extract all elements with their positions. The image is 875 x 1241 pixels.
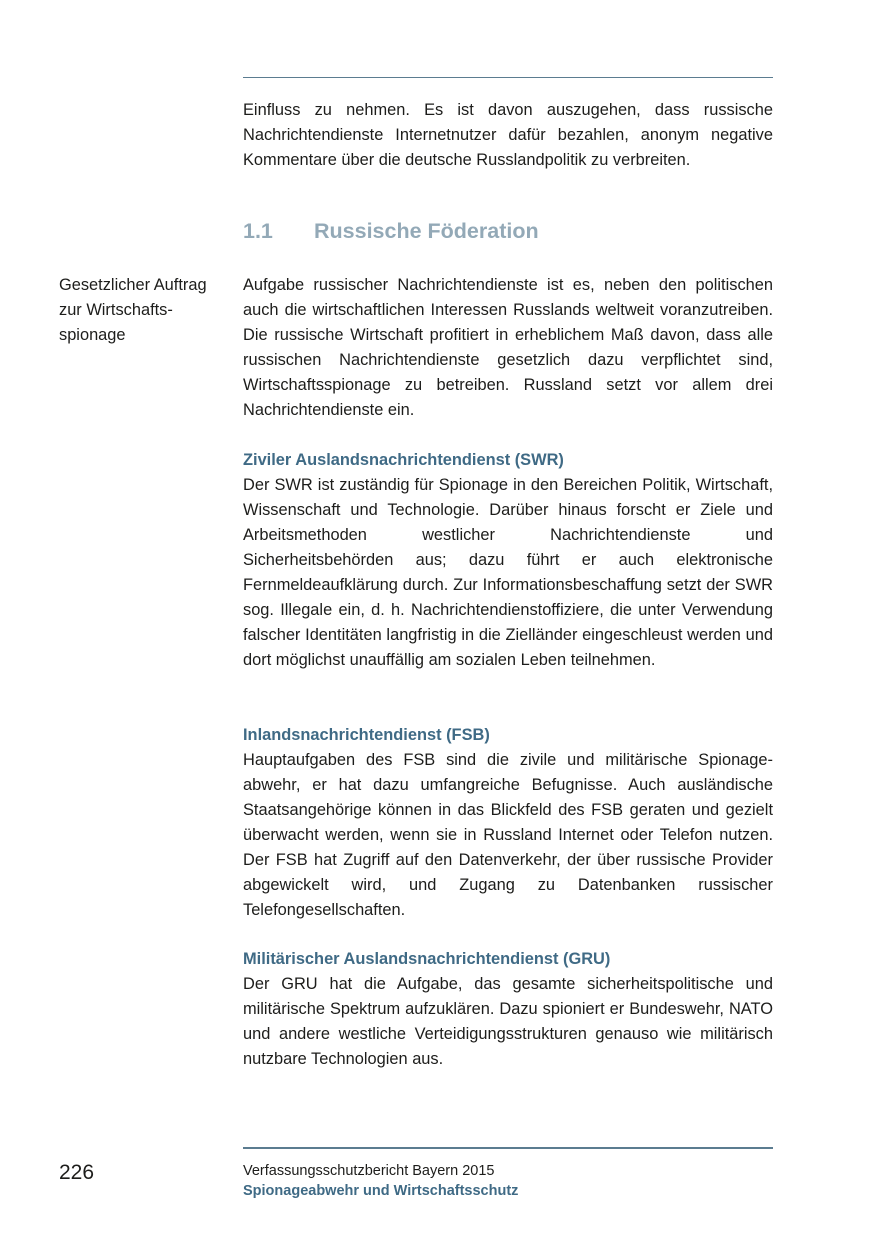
footer-rule <box>243 1147 773 1149</box>
fsb-block <box>243 723 773 923</box>
header-rule <box>243 77 773 78</box>
fsb-paragraph: Hauptaufgaben des FSB sind die zivile und militärische Spionageabwehr, er hat dazu umfangreiche Befugnisse. Auch ausländische Staatsangehörige können in das Blickfeld des FSB geraten und gezielt überwacht werden, wenn sie in Russland Internet oder Telefon nutzen. Der FSB hat Zugriff auf den Datenverkehr, der über russische Provider abgewickelt wird, und Zugang zu Datenbanken russischer Telefongesellschaften. <box>243 751 773 919</box>
swr-heading: Ziviler Auslandsnachrichtendienst (SWR) <box>243 451 564 469</box>
fsb-heading: Inlandsnachrichtendienst (FSB) <box>243 726 490 744</box>
section-title: Russische Föderation <box>314 219 539 243</box>
swr-paragraph: Der SWR ist zuständig für Spionage in den Bereichen Politik, Wirtschaft, Wissenschaft und Technologie. Darüber hinaus forscht er Ziele und Arbeitsmethoden westlicher Nachrichtendienste und Sicherheitsbehörden aus; dazu führt er auch elektronische Fernmeldeaufklärung durch. Zur Informationsbeschaffung setzt der SWR sog. Illegale ein, d. h. Nachrichtendienstoffiziere, die unter Verwendung falscher Identitäten langfristig in die Zielländer eingeschleust werden und dort möglichst unauffällig am sozialen Leben teilnehmen. <box>243 476 773 669</box>
swr-block <box>243 448 773 673</box>
page-number: 226 <box>59 1161 95 1184</box>
section-number: 1.1 <box>243 219 273 243</box>
gru-block <box>243 947 773 1072</box>
intro-block <box>243 98 773 173</box>
footer <box>243 1161 518 1201</box>
footer-chapter: Spionageabwehr und Wirtschaftsschutz <box>243 1183 519 1199</box>
intro-paragraph: Einfluss zu nehmen. Es ist davon auszugehen, dass russische Nachrichtendienste Internetnutzer dafür bezahlen, anonym negative Kommentare über die deutsche Russlandpolitik zu verbreiten. <box>243 101 773 169</box>
paragraph-block <box>243 273 773 423</box>
gru-paragraph: Der GRU hat die Aufgabe, das gesamte sicherheitspolitische und militärische Spektrum aufzuklären. Dazu spioniert er Bundeswehr, NATO und andere westliche Verteidigungsstrukturen genauso wie militärisch nutzbare Technologien aus. <box>243 975 773 1068</box>
margin-note: Gesetzlicher Auftrag zur Wirtschaftsspionage <box>59 276 207 344</box>
gru-heading: Militärischer Auslandsnachrichtendienst (GRU) <box>243 950 611 968</box>
footer-publication: Verfassungsschutzbericht Bayern 2015 <box>243 1163 495 1179</box>
section-heading <box>243 219 539 244</box>
paragraph-1: Aufgabe russischer Nachrichtendienste ist es, neben den politischen auch die wirtschaftlichen Interessen Russlands weltweit voranzutreiben. Die russische Wirtschaft profitiert in erheblichem Maß davon, dass alle russischen Nachrichtendienste gesetzlich dazu verpflichtet sind, Wirtschaftsspionage zu betreiben. Russland setzt vor allem drei Nachrichtendienste ein. <box>243 276 773 419</box>
